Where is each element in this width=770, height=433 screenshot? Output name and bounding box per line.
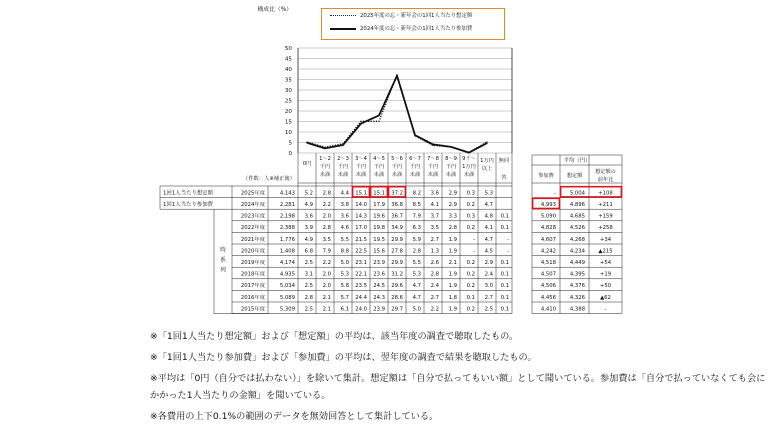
data-point-estimate	[486, 141, 487, 142]
table-cell: 2.5	[304, 260, 313, 266]
avg-estimate-cell: 4,388	[569, 306, 585, 313]
table-cell: 4.7	[412, 294, 421, 301]
table-cell: 0.2	[466, 271, 475, 278]
chart-legend	[321, 8, 505, 40]
table-cell: 19.8	[373, 225, 385, 232]
avg-subheader: 想定額の	[595, 169, 616, 175]
category-header-label: 千円	[373, 164, 385, 170]
y-tick-label: 20	[284, 109, 292, 115]
timeseries-label: 時	[220, 247, 226, 254]
category-header-label: 未満	[337, 172, 349, 178]
table-cell: 21.5	[355, 236, 367, 243]
row-count: 1,408	[279, 248, 295, 255]
row-count: 4,174	[279, 260, 295, 266]
category-header-label: 2〜3	[337, 156, 349, 162]
table-cell: 6.1	[340, 306, 349, 313]
table-cell: 0.2	[466, 225, 475, 232]
avg-fee-cell: 4,993	[540, 202, 556, 208]
table-cell: 31.2	[391, 271, 403, 278]
table-cell: 2.5	[484, 306, 493, 313]
table-cell: 5.2	[304, 190, 313, 197]
table-cell: 2.4	[430, 283, 439, 290]
table-cell: 19.5	[373, 236, 385, 243]
category-header-label: 千円	[319, 164, 331, 170]
table-cell: 1.9	[448, 306, 457, 313]
table-cell: 2.9	[484, 260, 493, 266]
category-header-label: 未満	[391, 172, 403, 178]
yoy-cell: +34	[599, 236, 612, 243]
table-cell: 3.7	[430, 213, 439, 220]
category-header-label: 5〜6	[391, 156, 403, 162]
row-year: 2021年度	[240, 236, 265, 243]
table-cell: 6.8	[304, 248, 313, 255]
table-cell: 28.6	[391, 294, 403, 301]
table-cell: 5.0	[340, 260, 349, 266]
table-cell: 3.6	[304, 213, 313, 220]
data-point-fee	[306, 142, 307, 143]
avg-estimate-cell: 4,268	[569, 236, 585, 243]
table-cell: 14.3	[355, 213, 367, 220]
table-cell: 2.8	[304, 294, 313, 301]
avg-fee-cell: 4,607	[540, 236, 556, 243]
table-cell: 29.7	[391, 306, 403, 313]
table-cell: 2.7	[430, 294, 439, 301]
table-cell: 0.3	[466, 190, 475, 197]
y-tick-label: 25	[284, 98, 292, 105]
table-cell: 2.8	[412, 248, 421, 255]
data-point-fee	[432, 144, 433, 145]
category-header-label: 1〜2	[319, 156, 331, 162]
avg-fee-cell: 4,456	[540, 294, 556, 301]
table-cell: 4.8	[484, 213, 493, 220]
footnote-4: ※各費用の上下0.1%の範囲のデータを無効回答として集計している。	[150, 411, 439, 422]
table-cell: 5.3	[412, 271, 421, 278]
table-cell: 8.8	[340, 248, 349, 255]
table-cell: 1.3	[430, 248, 439, 255]
table-cell: 4.9	[304, 236, 313, 243]
row-count: 2,198	[279, 213, 295, 220]
table-cell: 19.6	[373, 213, 385, 220]
category-header-label: 以上	[481, 166, 493, 172]
legend-label-estimate: 2025年度の忘・新年会の1回1人当たり想定額	[360, 13, 473, 19]
footnotes	[150, 328, 766, 429]
timeseries-label: 列	[220, 267, 226, 274]
table-cell: 2.0	[322, 213, 331, 220]
table-cell: 0.2	[466, 283, 475, 290]
table-cell: 23.9	[373, 306, 385, 313]
category-header-label: 3〜4	[355, 156, 367, 162]
category-header-label: 千円	[355, 164, 367, 170]
data-point-fee	[324, 148, 325, 149]
no-answer-cell: 0.1	[500, 294, 509, 301]
avg-estimate-cell: 4,685	[569, 213, 585, 220]
avg-estimate-cell: 4,376	[569, 283, 585, 290]
data-point-fee	[360, 123, 361, 124]
y-tick-label: 50	[284, 46, 292, 52]
category-header-label: 千円	[337, 164, 349, 170]
y-tick-label: 5	[288, 140, 292, 147]
table-cell: 2.7	[430, 236, 439, 243]
table-cell: 4.1	[484, 225, 493, 232]
series-line-estimate	[307, 75, 487, 152]
table-cell: 24.3	[373, 294, 385, 301]
table-cell: 1.9	[448, 236, 457, 243]
category-header-label: 1万円	[480, 158, 494, 164]
table-cell: 23.1	[355, 260, 367, 266]
row-year: 2024年度	[240, 202, 265, 208]
table-cell: 2.8	[322, 190, 331, 197]
avg-subheader: 参加費	[538, 173, 554, 179]
table-cell: 15.1	[355, 190, 367, 197]
table-cell: 4.5	[484, 248, 493, 255]
category-header-label: 7〜8	[427, 156, 439, 162]
footnote-1: ※「1回1人当たり想定額」および「想定額」の平均は、該当年度の調査で聴取したもの。	[150, 331, 519, 342]
category-header-label: 千円	[391, 164, 403, 170]
category-header-label: 未満	[427, 172, 439, 178]
category-header-label: 未満	[409, 172, 421, 178]
table-cell: 24.5	[373, 283, 385, 290]
table-cell: 2.8	[322, 225, 331, 232]
table-cell: 29.6	[391, 283, 403, 290]
yoy-cell: +159	[598, 213, 613, 220]
table-cell: 36.7	[391, 213, 403, 220]
series-line-fee	[307, 76, 487, 153]
row-year: 2015年度	[240, 306, 265, 313]
table-cell: 15.6	[373, 248, 385, 255]
category-header-label: 9千〜	[462, 156, 476, 162]
y-tick-label: 0	[288, 151, 292, 157]
table-cell: 5.0	[412, 306, 421, 313]
no-answer-cell: -	[507, 248, 509, 255]
table-cell: 3.3	[448, 213, 457, 220]
table-cell: 17.0	[355, 225, 367, 232]
category-header-label: 未満	[445, 172, 457, 178]
yoy-cell: ▲215	[598, 248, 613, 255]
table-cell: 2.1	[322, 306, 331, 313]
avg-estimate-cell: 5,004	[569, 190, 585, 197]
row-count: 5,309	[279, 306, 295, 313]
table-cell: 4.7	[412, 283, 421, 290]
yoy-cell: +211	[598, 202, 613, 208]
avg-estimate-cell: 4,896	[569, 202, 585, 208]
category-header-label: 未満	[355, 172, 367, 178]
table-cell: 0.2	[466, 202, 475, 208]
legend-item-estimate	[330, 11, 472, 21]
row-count: 4,935	[279, 271, 295, 278]
table-cell: -	[473, 236, 475, 243]
table-cell: 2.9	[448, 190, 457, 197]
category-header-label: 4〜5	[373, 156, 385, 162]
yoy-cell: ▲62	[600, 294, 611, 301]
table-cell: 2.8	[430, 271, 439, 278]
no-answer-cell: 0.1	[500, 260, 509, 266]
category-header-label: 8〜9	[445, 156, 457, 162]
table-cell: 24.4	[355, 294, 367, 301]
row-year: 2018年度	[240, 271, 265, 278]
no-answer-cell: 0.1	[500, 225, 509, 232]
avg-subheader: 想定額	[566, 173, 583, 179]
category-header-label: 未満	[373, 172, 385, 178]
yoy-cell: +258	[598, 225, 613, 232]
yoy-cell: -	[604, 306, 607, 313]
data-point-fee	[342, 144, 343, 145]
table-cell: 3.6	[340, 213, 349, 220]
no-answer-cell: 0.1	[500, 283, 509, 290]
table-cell: 5.8	[340, 283, 349, 290]
y-axis-title: 構成比（%）	[257, 7, 292, 13]
table-cell: 5.3	[484, 190, 493, 197]
avg-fee-cell: 4,828	[540, 225, 556, 232]
y-tick-label: 30	[284, 88, 292, 94]
table-cell: 2.5	[304, 306, 313, 313]
table-cell: 1.9	[448, 283, 457, 290]
no-answer-header: 答	[501, 175, 507, 181]
row-count: 4,143	[279, 190, 295, 197]
avg-estimate-cell: 4,326	[569, 294, 585, 301]
row-label: 1回1人当たり参加費	[163, 202, 213, 208]
avg-fee-cell: 4,242	[540, 248, 556, 255]
no-answer-header: 無回	[498, 158, 510, 164]
y-tick-label: 10	[284, 130, 292, 136]
row-year: 2017年度	[240, 283, 265, 290]
avg-fee-cell: 4,410	[540, 306, 556, 313]
category-header-label: 6〜7	[409, 156, 421, 162]
category-header-label: 千円	[445, 164, 457, 170]
data-point-estimate	[360, 121, 361, 122]
table-cell: 2.1	[448, 260, 457, 266]
footnote-2: ※「1回1人当たり参加費」および「参加費」の平均は、翌年度の調査で結果を聴取したもの。	[150, 352, 537, 363]
row-label: 1回1人当たり想定額	[163, 190, 213, 197]
table-cell: 2.7	[484, 294, 493, 301]
table-cell: 3.9	[304, 225, 313, 232]
table-cell: 2.2	[430, 306, 439, 313]
avg-fee-cell: 4,518	[540, 260, 556, 266]
unit-label: （件数：人※補正後）	[242, 176, 295, 182]
yoy-cell: +108	[598, 190, 613, 197]
data-point-fee	[414, 135, 415, 136]
table-cell: 1.8	[448, 294, 457, 301]
category-header-label: 未満	[319, 172, 331, 178]
table-cell: 5.5	[340, 236, 349, 243]
legend-solid-line	[330, 28, 356, 30]
table-cell: 0.2	[466, 260, 475, 266]
row-year: 2020年度	[240, 248, 265, 255]
table-cell: 29.9	[391, 260, 403, 266]
row-count: 1,776	[279, 236, 295, 243]
table-cell: 0.3	[466, 213, 475, 220]
avg-fee-cell: -	[554, 190, 556, 197]
table-cell: 8.2	[412, 190, 421, 197]
row-year: 2016年度	[240, 294, 265, 301]
table-cell: 4.7	[484, 236, 493, 243]
row-year: 2022年度	[240, 225, 265, 232]
avg-estimate-cell: 4,449	[569, 260, 585, 266]
avg-fee-cell: 5,090	[540, 213, 556, 220]
row-count: 2,388	[279, 225, 295, 232]
table-cell: 2.2	[322, 260, 331, 266]
no-answer-cell: 0.1	[500, 271, 509, 278]
table-cell: 29.9	[391, 236, 403, 243]
y-tick-label: 35	[284, 77, 292, 84]
table-cell: 6.3	[412, 225, 421, 232]
table-cell: 0.1	[466, 294, 475, 301]
avg-fee-cell: 4,506	[540, 283, 556, 290]
category-header-label: 千円	[409, 164, 421, 170]
row-year: 2023年度	[240, 213, 265, 220]
data-point-fee	[486, 143, 487, 144]
no-answer-cell: 0.1	[500, 306, 509, 313]
table-cell: 2.5	[304, 283, 313, 290]
table-cell: 4.6	[340, 225, 349, 232]
avg-subheader: 前年比	[597, 177, 614, 183]
data-point-fee	[396, 75, 397, 76]
legend-dotted-line	[330, 15, 356, 16]
table-cell: 15.1	[373, 190, 385, 197]
table-cell: 3.5	[322, 236, 331, 243]
timeseries-label: 系	[220, 257, 226, 264]
table-cell: 5.3	[340, 271, 349, 278]
table-cell: 4.1	[430, 202, 439, 208]
table-cell: 23.5	[355, 283, 367, 290]
y-tick-label: 45	[284, 56, 292, 63]
avg-estimate-cell: 4,395	[569, 271, 585, 278]
table-cell: 4.7	[484, 202, 493, 208]
table-cell: 3.1	[304, 271, 313, 278]
table-cell: 34.9	[391, 225, 403, 232]
table-cell: 5.7	[340, 294, 349, 301]
table-cell: 1.9	[448, 248, 457, 255]
table-cell: 3.6	[430, 190, 439, 197]
table-cell: 27.8	[391, 248, 403, 255]
table-cell: 2.6	[430, 260, 439, 266]
no-answer-cell: -	[507, 236, 509, 243]
table-cell: 4.4	[340, 190, 349, 197]
table-cell: 36.8	[391, 202, 403, 208]
table-cell: 4.9	[304, 202, 313, 208]
row-count: 5,034	[279, 283, 295, 290]
table-cell: 0.2	[466, 306, 475, 313]
table-cell: 22.1	[355, 271, 367, 278]
yoy-cell: +19	[599, 271, 612, 278]
table-cell: 8.5	[412, 202, 421, 208]
avg-estimate-cell: 4,526	[569, 225, 585, 232]
table-cell: 2.4	[484, 271, 493, 278]
category-header-label: 1万円	[462, 164, 476, 170]
table-cell: 5.9	[412, 236, 421, 243]
table-cell: 2.2	[322, 202, 331, 208]
data-point-fee	[468, 152, 469, 153]
data-point-fee	[450, 146, 451, 147]
table-cell: 23.9	[373, 260, 385, 266]
table-cell: 22.5	[355, 248, 367, 255]
table-cell: 2.1	[322, 294, 331, 301]
table-cell: 23.6	[373, 271, 385, 278]
avg-estimate-cell: 4,234	[569, 248, 585, 255]
row-year: 2019年度	[240, 260, 265, 266]
legend-label-fee: 2024年度の忘・新年会の1回1人当たり参加費	[360, 26, 473, 32]
row-count: 2,281	[279, 202, 295, 208]
yoy-cell: +50	[599, 283, 612, 290]
table-cell: 37.2	[391, 190, 403, 197]
category-header-label: 0円	[302, 161, 312, 167]
footnote-3: ※平均は「0円（自分では払わない）」を除いて集計。想定額は「自分で払ってもいい額」として聞いている。参加費は「自分で払っていなくても会にかかった1人当たりの金額」を聞いている。	[150, 373, 766, 401]
no-answer-cell: 0.1	[500, 213, 509, 220]
table-cell: 3.0	[484, 283, 493, 290]
category-header-label: 千円	[427, 164, 439, 170]
table-cell: 7.9	[412, 213, 421, 220]
table-cell: 2.0	[322, 283, 331, 290]
table-cell: 14.0	[355, 202, 367, 208]
data-point-fee	[378, 115, 379, 116]
row-year: 2025年度	[240, 190, 265, 197]
table-cell: 7.9	[322, 248, 331, 255]
yoy-cell: +54	[599, 260, 612, 266]
row-count: 5,089	[279, 294, 295, 301]
table-cell: 24.0	[355, 306, 367, 313]
table-cell: 3.8	[340, 202, 349, 208]
data-point-estimate	[378, 121, 379, 122]
table-cell: 2.9	[448, 202, 457, 208]
avg-fee-cell: 4,507	[540, 271, 556, 278]
table-cell: 2.0	[322, 271, 331, 278]
table-cell: 17.9	[373, 202, 385, 208]
category-header-label: 未満	[463, 172, 475, 178]
table-cell: 2.8	[448, 225, 457, 232]
table-cell: -	[473, 248, 475, 255]
avg-header: 平均（円）	[563, 158, 591, 164]
y-tick-label: 40	[284, 67, 292, 73]
table-cell: 3.5	[430, 225, 439, 232]
y-tick-label: 15	[284, 119, 292, 126]
table-cell: 5.5	[412, 260, 421, 266]
legend-item-fee	[330, 24, 472, 34]
table-cell: 1.9	[448, 271, 457, 278]
